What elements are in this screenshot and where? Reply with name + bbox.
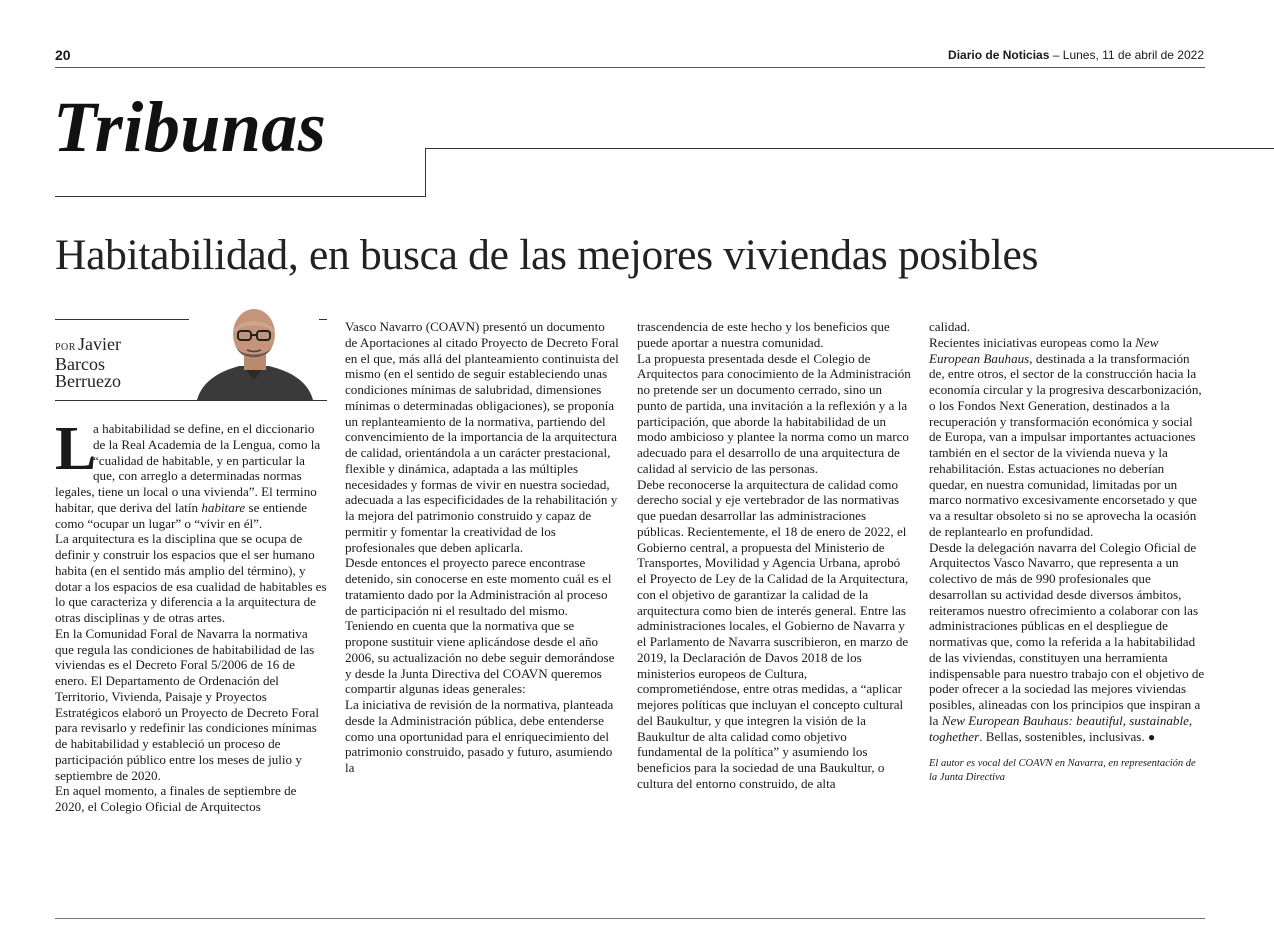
paragraph: calidad. (929, 319, 971, 334)
author-photo (189, 300, 319, 400)
byline-box (55, 319, 327, 401)
lead-text-end: se entiende como “ocupar un lugar” o “vivir en él”. (55, 499, 308, 531)
paragraph-text: , destinada a la transformación de, entre otros, el sector de la construcción hacia la economía circular y la progresiva descarbonización, o los Fondos Next Generation, destinados a la recuperación y transformación económica y social de Europa, van a impulsar importantes actuaciones también en el sector de la vivienda nueva y la rehabilitación. Estas actuaciones no deberían quedar, en nuestra comunidad, limitadas por un marco normativo excesivamente encorsetado y que va a resultar obsoleto si no se aprovecha la ocasión de replantearlo en profundidad. (929, 350, 1202, 539)
byline (55, 336, 121, 390)
paragraph-text: Recientes iniciativas europeas como la (929, 334, 1136, 350)
section-rule-vertical (425, 148, 426, 196)
paragraph-text: Desde la delegación navarra del Colegio Oficial de Arquitectos Vasco Navarro, que representa a un colectivo de más de 990 profesionales que desarrollan su actividad desde diversos ámbitos, reiteramos nuestro ofrecimiento a colaborar con las administraciones públicas en el despliegue de normativas que, como la referida a la habitabilidad de las viviendas, constituyen una herramienta indispensable para nuestro trabajo con el objetivo de poder ofrecer a la sociedad las mejores viviendas posibles, alineadas con los principios que inspiran a la (929, 539, 1205, 728)
article-column-3 (637, 319, 912, 792)
paragraph: La propuesta presentada desde el Colegio de Arquitectos para conocimiento de la Administración no pretende ser un documento cerrado, sino un punto de partida, una invitación a la reflexión y a la participación, que aborde la habitabilidad de un modo ambicioso y plantee la norma como un marco adecuado para el desarrollo de una arquitectura de calidad al servicio de las personas. (637, 350, 911, 476)
paragraph (929, 540, 1205, 746)
masthead-separator: – (1049, 48, 1063, 62)
section-rule-top (425, 148, 1274, 149)
lead-italic-term: habitare (201, 499, 246, 515)
article-column-1 (55, 319, 327, 815)
header-rule (55, 67, 1205, 68)
masthead (948, 48, 1204, 62)
article-column-2 (345, 319, 620, 776)
footer-rule (55, 918, 1205, 919)
article-column-4 (929, 319, 1205, 785)
paragraph: Teniendo en cuenta que la normativa que se propone sustituir viene aplicándose desde el año 2006, su actualización no debe seguir demorándose y desde la Junta Directiva del COAVN queremos compartir algunas ideas generales: (345, 618, 615, 697)
section-title: Tribunas (53, 87, 327, 167)
byline-prefix: POR (55, 342, 76, 353)
section-rule-bottom (55, 196, 426, 197)
italic-term: New European Bauhaus (929, 334, 1159, 366)
end-mark-icon: ● (1147, 729, 1156, 744)
paragraph: Desde entonces el proyecto parece encontrase detenido, sin conocerse en este momento cuál es el tratamiento dado por la Administración al proceso de participación ni el resultado del mismo. (345, 555, 612, 618)
page-number: 20 (55, 47, 71, 63)
newspaper-name: Diario de Noticias (948, 48, 1050, 62)
author-surname-1: Barcos (55, 354, 105, 374)
italic-term: New European Bauhaus: beautiful, sustainable, toghether (929, 712, 1193, 744)
article-headline: Habitabilidad, en busca de las mejores viviendas posibles (55, 231, 1039, 279)
publication-date: Lunes, 11 de abril de 2022 (1062, 48, 1204, 62)
paragraph-text: . Bellas, sostenibles, inclusivas. (979, 728, 1145, 744)
lead-text: a habitabilidad se define, en el diccionario de la Real Academia de la Lengua, como la “cualidad de habitable, y en particular la que, con arreglo a determinadas normas legales, tiene un local o una vivienda”. El termino habitar, que deriva del latín (55, 421, 321, 515)
paragraph: La iniciativa de revisión de la normativa, planteada desde la Administración pública, debe entenderse como una oportunidad para el enriquecimiento del patrimonio construido, pasado y futuro, asumiendo la (345, 697, 614, 775)
lead-paragraph (55, 415, 327, 531)
author-surname-2: Berruezo (55, 371, 121, 391)
paragraph: En aquel momento, a finales de septiembre de 2020, el Colegio Oficial de Arquitectos (55, 783, 297, 814)
drop-cap: L (55, 415, 97, 483)
paragraph: En la Comunidad Foral de Navarra la normativa que regula las condiciones de habitabilidad de las viviendas es el Decreto Foral 5/2006 de 16 de enero. El Departamento de Ordenación del Territorio, Vivienda, Paisaje y Proyectos Estratégicos elaboró un Proyecto de Decreto Foral para revisarlo y redefinir las condiciones mínimas de habitabilidad y estableció un proceso de participación público entre los meses de julio y septiembre de 2020. (55, 625, 319, 783)
author-footnote: El autor es vocal del COAVN en Navarra, en representación de la Junta Directiva (929, 758, 1196, 784)
paragraph: La arquitectura es la disciplina que se ocupa de definir y construir los espacios que el ser humano habita (en el sentido más amplio del término), y dotar a los espacios de esa cualidad de habitables es lo que caracteriza y diferencia a la arquitectura de otras disciplinas y de otras artes. (55, 531, 327, 625)
author-first-name: Javier (77, 334, 121, 354)
paragraph (929, 335, 1205, 540)
paragraph: Vasco Navarro (COAVN) presentó un documento de Aportaciones al citado Proyecto de Decreto Foral en el que, más allá del planteamiento continuista del mismo (en el sentido de seguir estableciendo unas condiciones mínimas de salubridad, dimensiones mínimas o determinadas obligaciones), se proponía un replanteamiento de la normativa, partiendo del convencimiento de la importancia de la arquitectura de calidad, orientándola a un carácter prestacional, flexible y dinámica, adaptada a las múltiples necesidades y formas de vivir en nuestra sociedad, adecuada a las especificidades de la rehabilitación y la mejora del patrimonio construido y capaz de permitir y fomentar la creatividad de los profesionales que deben aplicarla. (345, 319, 619, 555)
paragraph: Debe reconocerse la arquitectura de calidad como derecho social y eje vertebrador de las normativas que puedan desarrollar las administraciones públicas. Recientemente, el 18 de enero de 2022, el Gobierno central, a propuesta del Ministerio de Transportes, Movilidad y Agencia Urbana, aprobó el Proyecto de Ley de la Calidad de la Arquitectura, con el objetivo de garantizar la calidad de la arquitectura como bien de interés general. Entre las administraciones locales, el Gobierno de Navarra y el Parlamento de Navarra suscribieron, en marzo de 2019, la Declaración de Davos 2018 de los ministerios europeos de Cultura, comprometiéndose, entre otras medidas, a “aplicar mejores políticas que incluyan el concepto cultural del Baukultur, y que integren la visión de la Baukultur de alta calidad como objetivo fundamental de la política” y asumiendo los beneficios para la sociedad de una Baukultur, o cultura del entorno construido, de alta (637, 476, 909, 791)
paragraph: trascendencia de este hecho y los beneficios que puede aportar a nuestra comunidad. (637, 319, 890, 350)
